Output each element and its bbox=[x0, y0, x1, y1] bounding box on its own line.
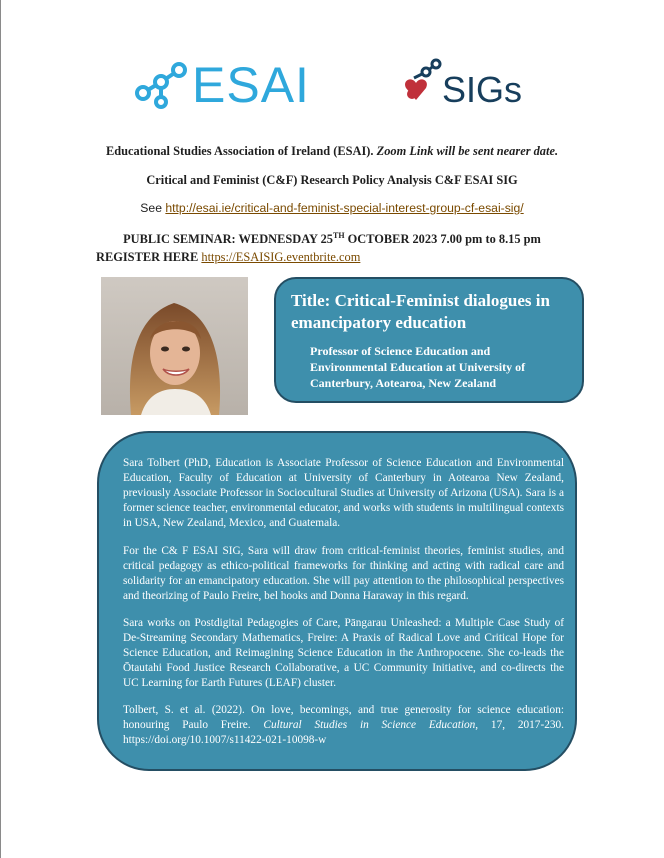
reference-details: , 17, 2017-230. https://doi.org/10.1007/s11422-021-10098-w bbox=[123, 719, 564, 746]
esai-wordmark: ESAI bbox=[192, 57, 310, 113]
sig-line: Critical and Feminist (C&F) Research Policy Analysis C&F ESAI SIG bbox=[146, 173, 518, 187]
seminar-date-b: OCTOBER 2023 7.00 pm to 8.15 pm bbox=[344, 232, 541, 247]
see-label: See bbox=[140, 201, 162, 215]
seminar-date-sup: TH bbox=[332, 231, 345, 240]
bio-paragraph-3: Sara works on Postdigital Pedagogies of Care, Pāngarau Unleashed: a Multiple Case Study of De-Streaming Secondary Mathematics, Freire: A Praxis of Radical Love and Critical Hope for Science Education, and Reimagining Science Education in the Anthropocene. She co-leads the Ōtautahi Food Justice Research Collaborative, a UC Community Initiative, and co-directs the UC Learning for Earth Futures (LEAF) cluster. bbox=[123, 617, 564, 689]
title-box bbox=[274, 277, 584, 403]
seminar-line bbox=[0, 231, 664, 247]
sigs-wordmark: SIGs bbox=[442, 69, 523, 110]
org-line bbox=[0, 144, 664, 159]
bio-paragraph-1: Sara Tolbert (PhD, Education is Associate Professor of Science Education and Environmental Education, Faculty of Education at University of Canterbury in Aotearoa New Zealand, previously Associate Professor in Sociocultural Studies at University of Arizona (USA). Sara is a former science teacher, environmental educator, and works with students in multilingual contexts in USA, New Zealand, Mexico, and Guatemala. bbox=[123, 457, 564, 529]
org-name: Educational Studies Association of Ireland (ESAI). bbox=[105, 144, 374, 158]
reference-authors-title: Tolbert, S. et al. (2022). On love, becomings, and true generosity for science education: honouring Paulo Freire. bbox=[123, 704, 564, 731]
sigs-heart-icon bbox=[400, 58, 442, 108]
zoom-note: Zoom Link will be sent nearer date. bbox=[376, 144, 559, 158]
reference-journal: Cultural Studies in Science Education bbox=[263, 719, 476, 731]
see-line bbox=[0, 201, 664, 215]
speaker-photo bbox=[101, 277, 248, 415]
page-border bbox=[0, 0, 1, 858]
seminar-title: Title: Critical-Feminist dialogues in emancipatory education bbox=[291, 291, 550, 332]
register-line bbox=[96, 250, 360, 265]
register-label: REGISTER HERE bbox=[96, 250, 199, 264]
bio-paragraph-2: For the C& F ESAI SIG, Sara will draw from critical-feminist theories, feminist studies, and critical pedagogy as ethico-political frameworks for thinking and acting with radical care and solidarity for an emancipatory education. She will pay attention to the philosophical perspectives and theorizing of Paulo Freire, bel hooks and Donna Haraway in this regard. bbox=[123, 545, 564, 602]
sigs-logo bbox=[400, 58, 522, 108]
reference-paragraph bbox=[123, 703, 564, 748]
esai-logo bbox=[134, 57, 310, 113]
molecule-icon bbox=[134, 60, 190, 110]
speaker-affiliation: Professor of Science Education and Environmental Education at University of Canterbury, Aotearoa, New Zealand bbox=[310, 344, 526, 390]
bio-box bbox=[97, 431, 577, 771]
register-link[interactable]: https://ESAISIG.eventbrite.com bbox=[201, 250, 361, 264]
sig-webpage-link[interactable]: http://esai.ie/critical-and-feminist-special-interest-group-cf-esai-sig/ bbox=[165, 201, 524, 215]
seminar-date-a: PUBLIC SEMINAR: WEDNESDAY 25 bbox=[123, 232, 333, 247]
